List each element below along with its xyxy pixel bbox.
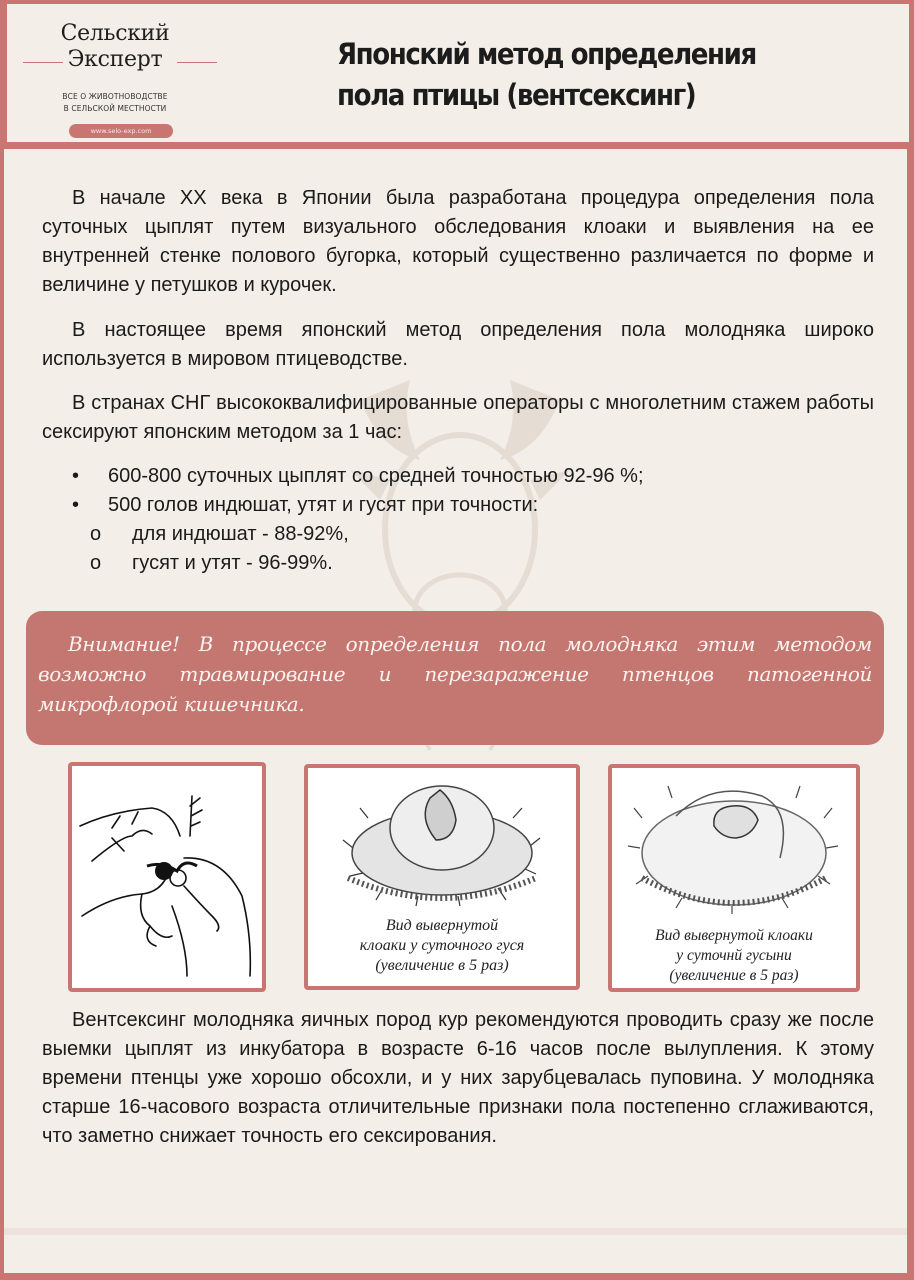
brand-tagline-line1: ВСЕ О ЖИВОТНОВОДСТВЕ bbox=[62, 92, 168, 101]
logo-divider-right bbox=[177, 62, 217, 63]
brand-logo[interactable] bbox=[17, 12, 213, 140]
figure-caption bbox=[612, 926, 856, 986]
recommendation-paragraph: Вентсексинг молодняка яичных пород кур рекомендуются проводить сразу же после выемки цыплят из инкубатора в возрасте 6-16 часов после вылупления. К этому времени птенцы уже хорошо обсохли, и у них зарубцевалась пуповина. У молодняка старше 16-часового возраста отличительные признаки пола постепенно сглаживаются, что заметно снижает точность его сексирования. bbox=[42, 1009, 874, 1147]
list-item bbox=[68, 491, 868, 520]
caption-line3: (увеличение в 5 раз) bbox=[669, 967, 799, 984]
warning-text: Внимание! В процессе определения пола молодняка этим методом возможно травмирование и перезаражение птенцов патогенной микрофлорой кишечника. bbox=[38, 632, 872, 716]
sub-list bbox=[68, 520, 868, 578]
brand-url-link[interactable]: www.selo-exp.com bbox=[69, 124, 173, 138]
brand-tagline-line2: В СЕЛЬСКОЙ МЕСТНОСТИ bbox=[63, 104, 167, 113]
goose-cloaca-illustration-icon bbox=[308, 768, 576, 908]
caption-line2: клоаки у суточного гуся bbox=[359, 937, 525, 954]
sub-list-item bbox=[68, 549, 868, 578]
caption-line1: Вид вывернутой bbox=[385, 917, 499, 934]
list-item bbox=[68, 462, 868, 491]
list-item-text: 500 голов индюшат, утят и гусят при точности: bbox=[108, 494, 539, 516]
bullet-icon: • bbox=[72, 494, 80, 516]
figure-caption bbox=[308, 916, 576, 976]
usage-paragraph: В настоящее время японский метод определения пола молодняка широко используется в мировом птицеводстве. bbox=[42, 319, 874, 370]
caption-line2: у суточнй гусыни bbox=[676, 947, 792, 964]
female-goose-cloaca-illustration-icon bbox=[612, 768, 856, 918]
bullet-icon: • bbox=[72, 465, 80, 487]
brand-name-line2: Эксперт bbox=[67, 47, 163, 72]
caption-line1: Вид вывернутой клоаки bbox=[655, 927, 813, 944]
figure-hands-chick bbox=[68, 762, 266, 992]
footer-divider bbox=[4, 1228, 907, 1235]
hands-holding-chick-illustration-icon bbox=[72, 766, 262, 988]
figure-goose-cloaca bbox=[304, 764, 580, 990]
circle-bullet-icon: o bbox=[90, 552, 102, 574]
sub-list-item-text: гусят и утят - 96-99%. bbox=[132, 552, 333, 574]
page-title bbox=[337, 34, 841, 116]
page-title-line1: Японский метод определения bbox=[337, 37, 756, 71]
sub-list-item bbox=[68, 520, 868, 549]
figure-female-goose-cloaca bbox=[608, 764, 860, 992]
warning-callout bbox=[26, 611, 884, 745]
caption-line3: (увеличение в 5 раз) bbox=[375, 957, 509, 974]
list-item-text: 600-800 суточных цыплят со средней точностью 92-96 %; bbox=[108, 465, 644, 487]
intro-paragraph: В начале XX века в Японии была разработана процедура определения пола суточных цыплят путем визуального обследования клоаки и выявления на ее внутренней стенке полового бугорка, который существенно различается по форме и величине у петушков и курочек. bbox=[42, 187, 874, 296]
sub-list-item-text: для индюшат - 88-92%, bbox=[132, 523, 349, 545]
sub-list-container bbox=[68, 520, 868, 578]
brand-name-line1: Сельский bbox=[60, 21, 170, 46]
header bbox=[7, 4, 909, 142]
logo-divider-left bbox=[23, 62, 63, 63]
circle-bullet-icon: o bbox=[90, 523, 102, 545]
performance-list bbox=[68, 462, 868, 578]
operators-paragraph: В странах СНГ высококвалифицированные операторы с многолетним стажем работы сексируют японским методом за 1 час: bbox=[42, 392, 874, 443]
page-title-line2: пола птицы (вентсексинг) bbox=[337, 78, 696, 112]
